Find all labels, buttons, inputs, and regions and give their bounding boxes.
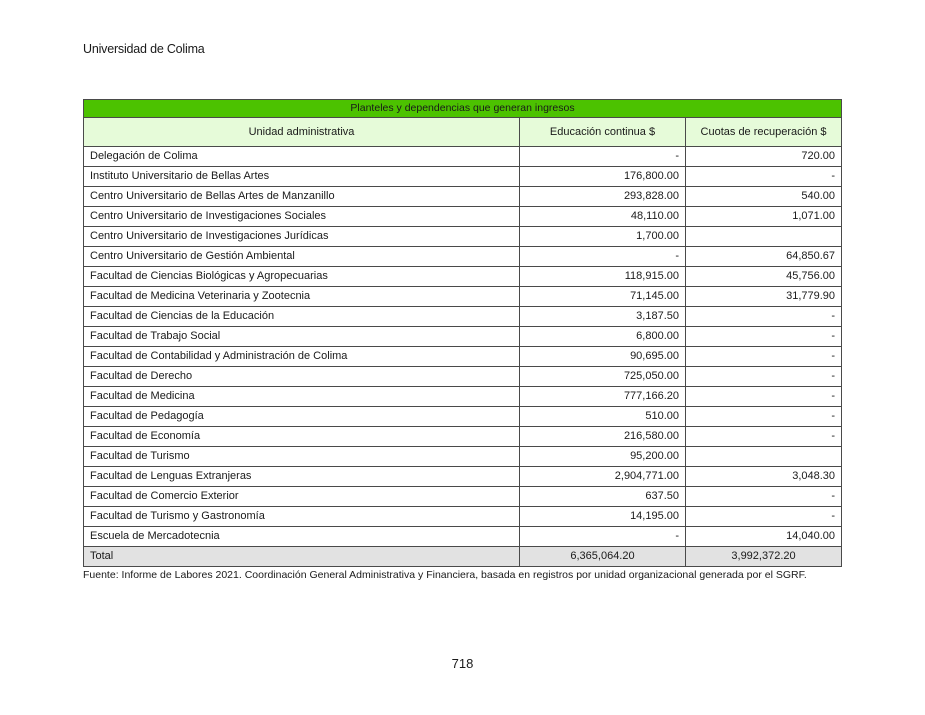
educacion-cell: 3,187.50 bbox=[520, 307, 686, 327]
cuotas-cell: - bbox=[686, 487, 842, 507]
unit-cell: Facultad de Medicina Veterinaria y Zootecnia bbox=[84, 287, 520, 307]
educacion-cell: 1,700.00 bbox=[520, 227, 686, 247]
educacion-cell: 2,904,771.00 bbox=[520, 467, 686, 487]
cuotas-cell: 31,779.90 bbox=[686, 287, 842, 307]
table-row bbox=[84, 327, 842, 347]
unit-cell: Facultad de Trabajo Social bbox=[84, 327, 520, 347]
cuotas-cell: 14,040.00 bbox=[686, 527, 842, 547]
educacion-cell: 6,800.00 bbox=[520, 327, 686, 347]
cuotas-cell: - bbox=[686, 167, 842, 187]
cuotas-cell: - bbox=[686, 327, 842, 347]
unit-cell: Facultad de Turismo y Gastronomía bbox=[84, 507, 520, 527]
table-title-row bbox=[84, 100, 842, 118]
unit-cell: Facultad de Ciencias de la Educación bbox=[84, 307, 520, 327]
table-row bbox=[84, 407, 842, 427]
unit-cell: Facultad de Lenguas Extranjeras bbox=[84, 467, 520, 487]
page-number: 718 bbox=[451, 656, 474, 671]
educacion-cell: 176,800.00 bbox=[520, 167, 686, 187]
table-row bbox=[84, 287, 842, 307]
educacion-cell: 216,580.00 bbox=[520, 427, 686, 447]
educacion-cell: - bbox=[520, 247, 686, 267]
unit-cell: Centro Universitario de Investigaciones Sociales bbox=[84, 207, 520, 227]
income-table-container bbox=[83, 99, 841, 567]
cuotas-cell: 540.00 bbox=[686, 187, 842, 207]
total-cuotas: 3,992,372.20 bbox=[686, 547, 842, 567]
table-row bbox=[84, 207, 842, 227]
table-row bbox=[84, 387, 842, 407]
educacion-cell: - bbox=[520, 527, 686, 547]
cuotas-cell bbox=[686, 227, 842, 247]
unit-cell: Delegación de Colima bbox=[84, 147, 520, 167]
header-educacion-continua: Educación continua $ bbox=[520, 118, 686, 147]
total-label: Total bbox=[84, 547, 520, 567]
cuotas-cell: - bbox=[686, 367, 842, 387]
unit-cell: Centro Universitario de Gestión Ambiental bbox=[84, 247, 520, 267]
unit-cell: Facultad de Medicina bbox=[84, 387, 520, 407]
cuotas-cell: - bbox=[686, 507, 842, 527]
table-row bbox=[84, 527, 842, 547]
table-row bbox=[84, 487, 842, 507]
table-row bbox=[84, 187, 842, 207]
header-cuotas-recuperacion: Cuotas de recuperación $ bbox=[686, 118, 842, 147]
cuotas-cell: 3,048.30 bbox=[686, 467, 842, 487]
unit-cell: Facultad de Turismo bbox=[84, 447, 520, 467]
table-row bbox=[84, 307, 842, 327]
educacion-cell: 90,695.00 bbox=[520, 347, 686, 367]
unit-cell: Centro Universitario de Bellas Artes de Manzanillo bbox=[84, 187, 520, 207]
educacion-cell: - bbox=[520, 147, 686, 167]
unit-cell: Facultad de Economía bbox=[84, 427, 520, 447]
educacion-cell: 510.00 bbox=[520, 407, 686, 427]
educacion-cell: 14,195.00 bbox=[520, 507, 686, 527]
table-row bbox=[84, 347, 842, 367]
table-row bbox=[84, 507, 842, 527]
running-head: Universidad de Colima bbox=[83, 42, 205, 56]
unit-cell: Facultad de Comercio Exterior bbox=[84, 487, 520, 507]
table-row bbox=[84, 267, 842, 287]
total-educacion: 6,365,064.20 bbox=[520, 547, 686, 567]
unit-cell: Escuela de Mercadotecnia bbox=[84, 527, 520, 547]
educacion-cell: 725,050.00 bbox=[520, 367, 686, 387]
cuotas-cell: 1,071.00 bbox=[686, 207, 842, 227]
unit-cell: Facultad de Contabilidad y Administración de Colima bbox=[84, 347, 520, 367]
unit-cell: Facultad de Derecho bbox=[84, 367, 520, 387]
educacion-cell: 777,166.20 bbox=[520, 387, 686, 407]
total-row bbox=[84, 547, 842, 567]
unit-cell: Facultad de Pedagogía bbox=[84, 407, 520, 427]
educacion-cell: 118,915.00 bbox=[520, 267, 686, 287]
table-header-row bbox=[84, 118, 842, 147]
source-note: Fuente: Informe de Labores 2021. Coordinación General Administrativa y Financiera, basada en registros por unidad organizacional generada por el SGRF. bbox=[83, 569, 807, 581]
table-row bbox=[84, 167, 842, 187]
cuotas-cell: 720.00 bbox=[686, 147, 842, 167]
table-row bbox=[84, 367, 842, 387]
table-body bbox=[84, 147, 842, 547]
income-table bbox=[83, 99, 842, 567]
cuotas-cell: - bbox=[686, 307, 842, 327]
unit-cell: Centro Universitario de Investigaciones Jurídicas bbox=[84, 227, 520, 247]
cuotas-cell: 45,756.00 bbox=[686, 267, 842, 287]
cuotas-cell: - bbox=[686, 347, 842, 367]
cuotas-cell: 64,850.67 bbox=[686, 247, 842, 267]
unit-cell: Instituto Universitario de Bellas Artes bbox=[84, 167, 520, 187]
educacion-cell: 48,110.00 bbox=[520, 207, 686, 227]
table-title: Planteles y dependencias que generan ingresos bbox=[84, 100, 842, 118]
header-unidad: Unidad administrativa bbox=[84, 118, 520, 147]
cuotas-cell: - bbox=[686, 387, 842, 407]
table-row bbox=[84, 227, 842, 247]
table-row bbox=[84, 427, 842, 447]
table-row bbox=[84, 447, 842, 467]
table-row bbox=[84, 147, 842, 167]
educacion-cell: 293,828.00 bbox=[520, 187, 686, 207]
cuotas-cell: - bbox=[686, 407, 842, 427]
table-row bbox=[84, 247, 842, 267]
cuotas-cell bbox=[686, 447, 842, 467]
educacion-cell: 95,200.00 bbox=[520, 447, 686, 467]
cuotas-cell: - bbox=[686, 427, 842, 447]
unit-cell: Facultad de Ciencias Biológicas y Agropecuarias bbox=[84, 267, 520, 287]
educacion-cell: 71,145.00 bbox=[520, 287, 686, 307]
table-row bbox=[84, 467, 842, 487]
educacion-cell: 637.50 bbox=[520, 487, 686, 507]
